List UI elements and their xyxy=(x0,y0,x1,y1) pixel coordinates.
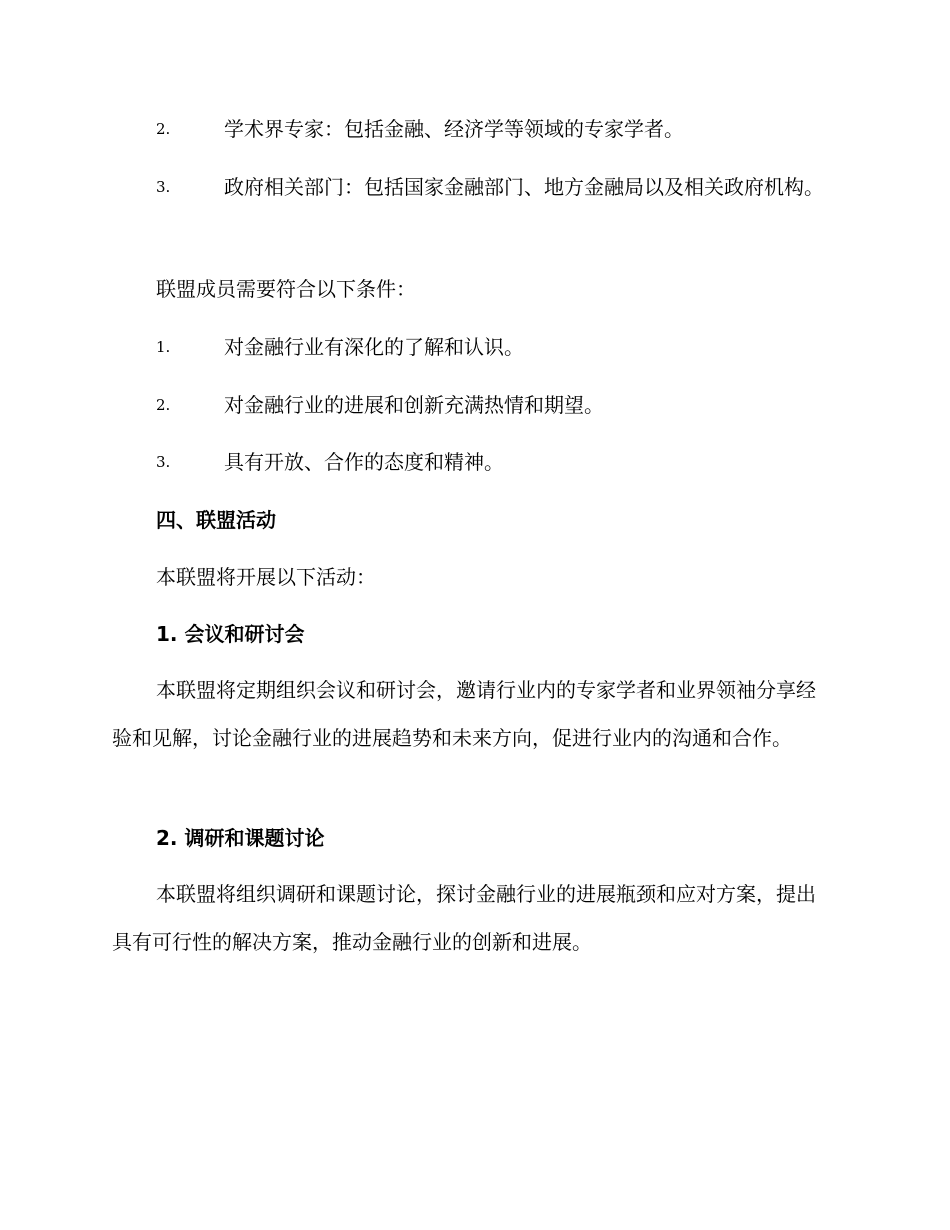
list-item xyxy=(112,438,832,486)
subsection-body: 本联盟将定期组织会议和研讨会，邀请行业内的专家学者和业界领袖分享经验和见解，讨论金融行业的进展趋势和未来方向，促进行业内的沟通和合作。 xyxy=(112,678,816,750)
list-item xyxy=(112,163,832,211)
list-item xyxy=(112,381,832,429)
list-item xyxy=(112,105,832,153)
conditions-intro: 联盟成员需要符合以下条件： xyxy=(156,277,416,301)
subsection-heading: 2. 调研和课题讨论 xyxy=(156,826,325,850)
list-text: 具有开放、合作的态度和精神。 xyxy=(224,450,504,474)
section-heading: 四、联盟活动 xyxy=(156,508,276,532)
subsection-heading: 1. 会议和研讨会 xyxy=(156,622,305,646)
list-text: 学术界专家：包括金融、经济学等领域的专家学者。 xyxy=(224,117,684,141)
list-item xyxy=(112,323,832,371)
list-text: 对金融行业的进展和创新充满热情和期望。 xyxy=(224,393,604,417)
list-number: 3. xyxy=(156,453,171,471)
list-text: 政府相关部门：包括国家金融部门、地方金融局以及相关政府机构。 xyxy=(224,175,824,199)
list-number: 3. xyxy=(156,178,171,196)
section-intro: 本联盟将开展以下活动： xyxy=(156,565,376,589)
list-number: 1. xyxy=(156,338,171,356)
list-number: 2. xyxy=(156,396,171,414)
list-number: 2. xyxy=(156,120,171,138)
subsection-body: 本联盟将组织调研和课题讨论，探讨金融行业的进展瓶颈和应对方案，提出具有可行性的解决方案，推动金融行业的创新和进展。 xyxy=(112,882,816,954)
list-text: 对金融行业有深化的了解和认识。 xyxy=(224,335,524,359)
